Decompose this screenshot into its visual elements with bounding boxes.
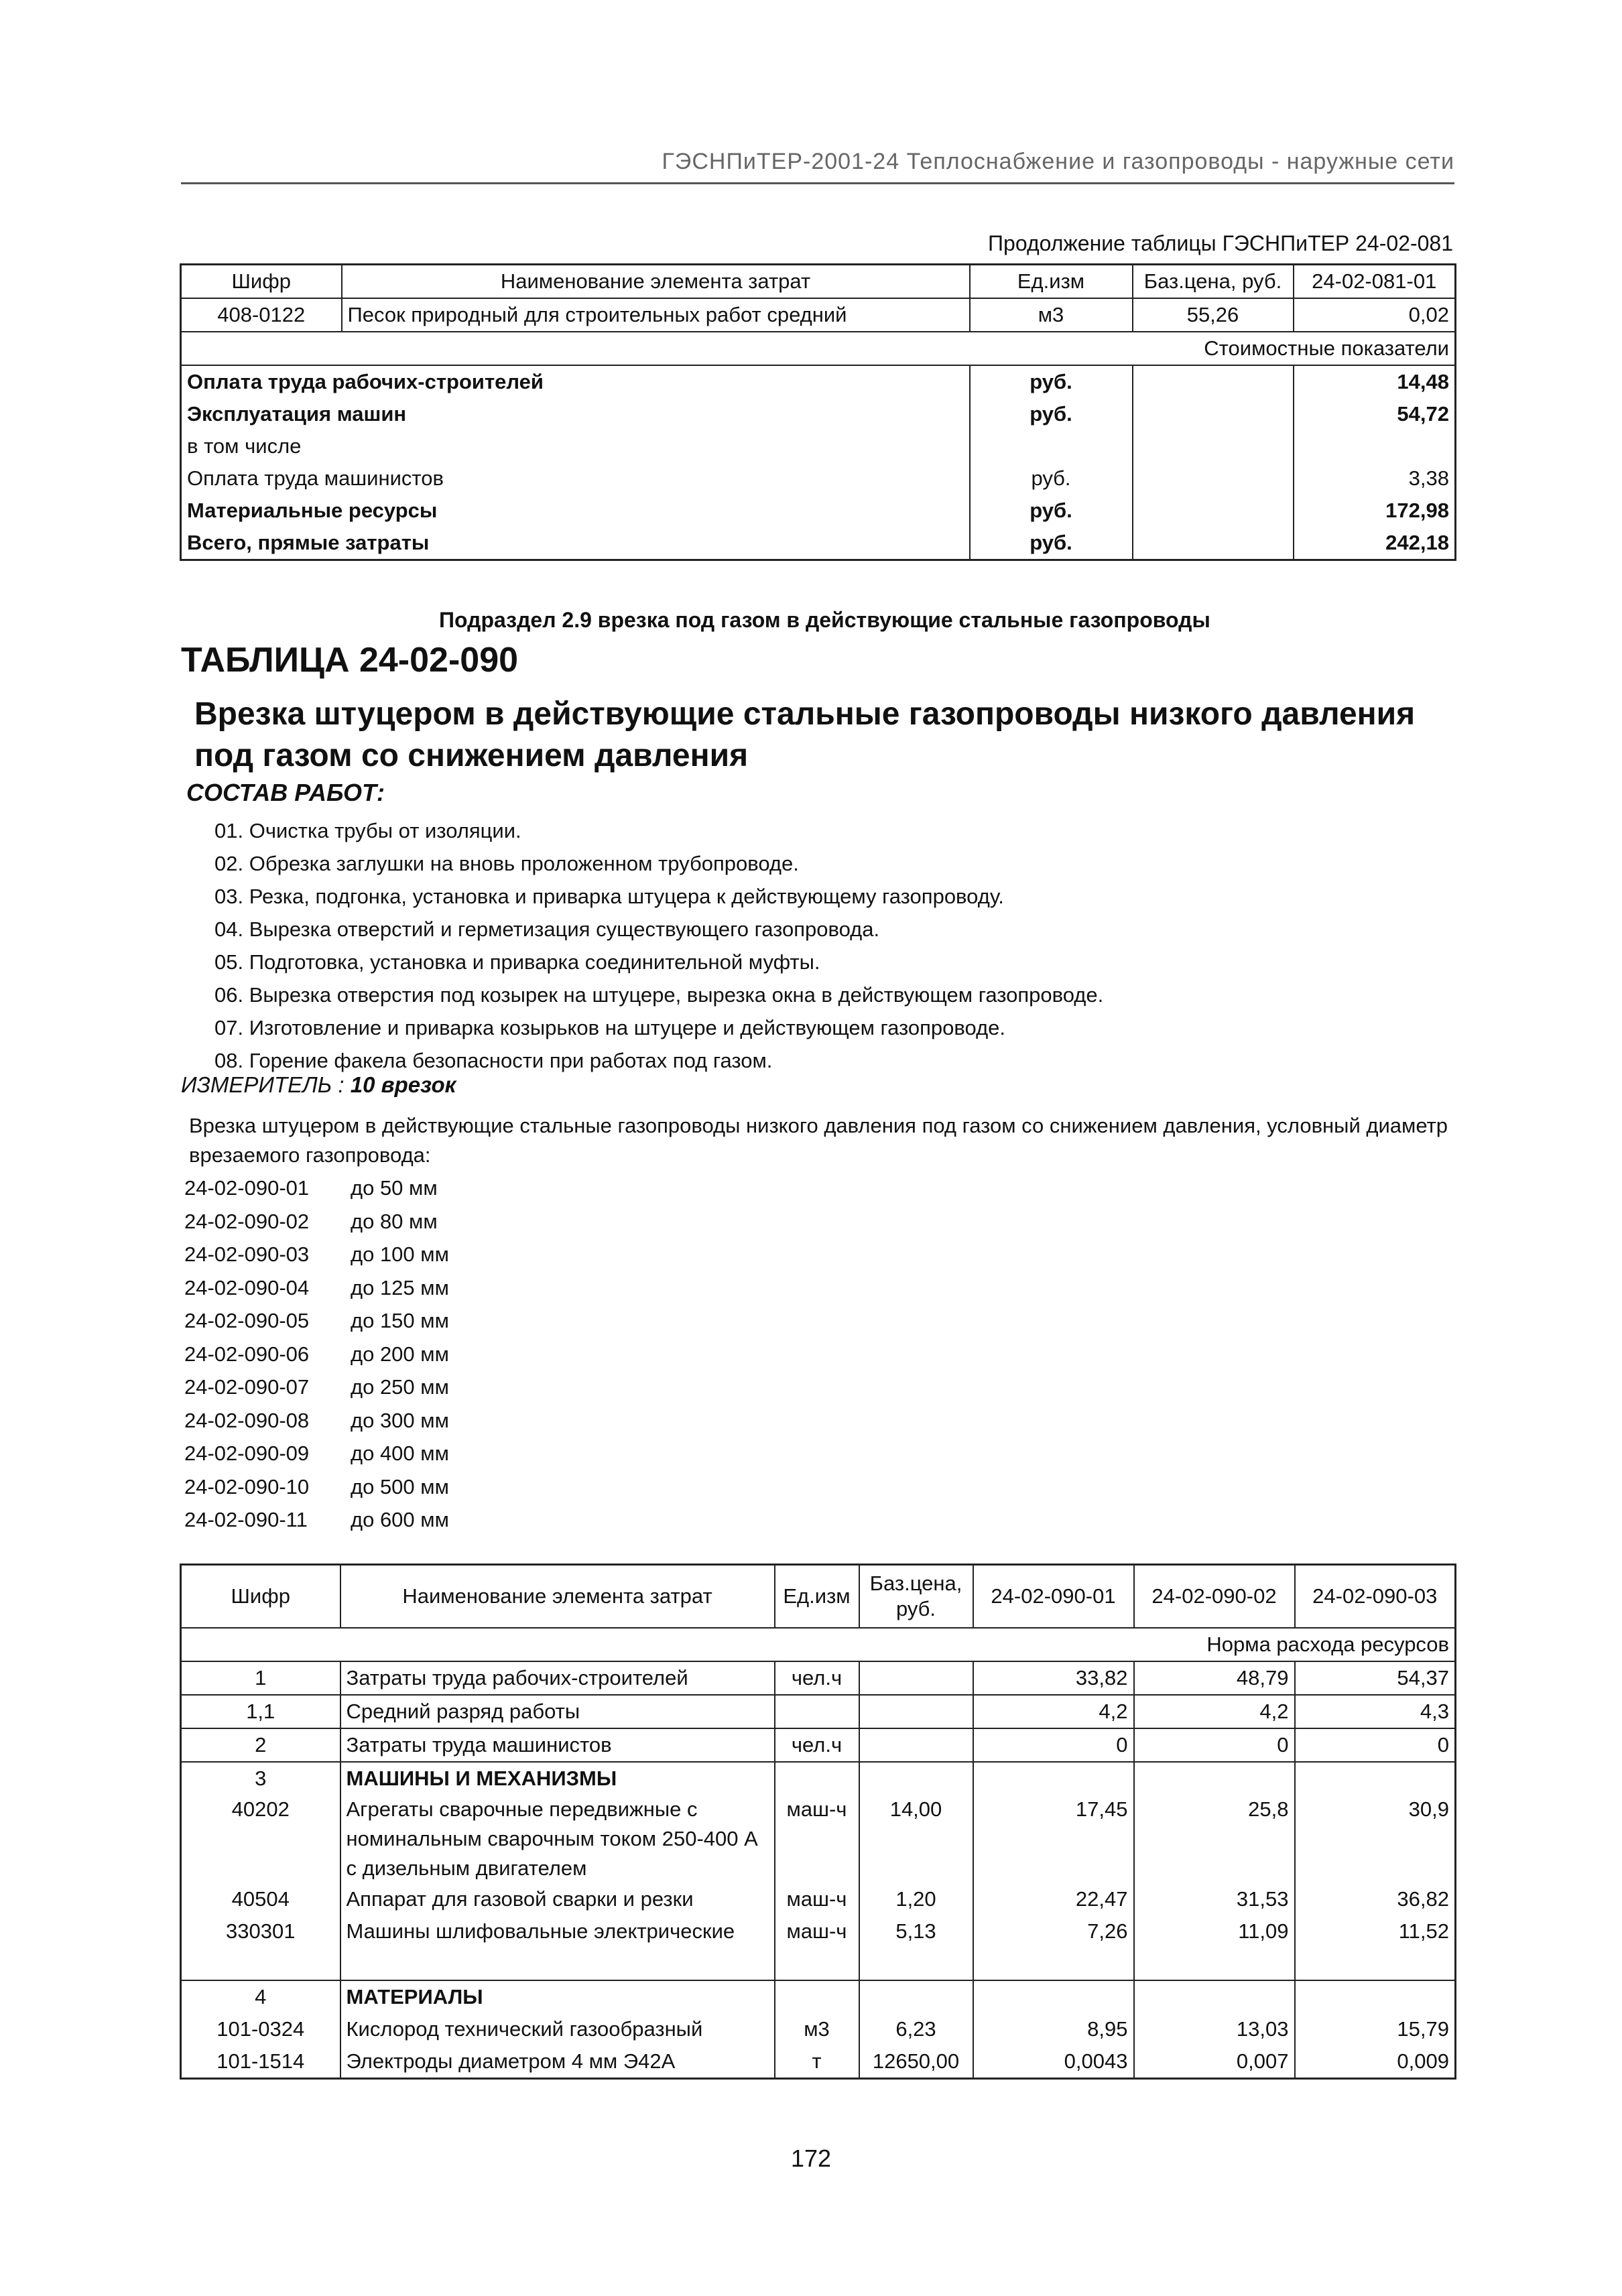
price-cell: 6,23	[859, 2013, 973, 2045]
table-row	[181, 1661, 1456, 1695]
price-cell: 1,20	[859, 1883, 973, 1915]
value-cell: 22,47	[973, 1883, 1134, 1915]
empty-cell	[1133, 495, 1294, 527]
value-cell: 0	[1134, 1728, 1295, 1762]
empty-cell	[181, 1948, 340, 1980]
table-header-row	[181, 265, 1456, 299]
code-cell: 1	[181, 1661, 340, 1695]
cost-name: Эксплуатация машин	[187, 402, 407, 426]
norm-label: Норма расхода ресурсов	[181, 1628, 1456, 1661]
code-cell: 1,1	[181, 1695, 340, 1728]
value-cell: 0	[1295, 1728, 1456, 1762]
unit-cell: м3	[775, 2013, 859, 2045]
table-row	[181, 1728, 1456, 1762]
header-cell: 24-02-081-01	[1294, 265, 1456, 299]
norm-label-row	[181, 1628, 1456, 1661]
variant-size: до 50 мм	[351, 1176, 438, 1200]
list-item	[184, 1304, 449, 1338]
table-row	[181, 430, 1456, 462]
variant-code: 24-02-090-03	[184, 1242, 310, 1266]
empty-cell	[1133, 527, 1294, 560]
value-cell: 0,0043	[973, 2045, 1134, 2079]
unit-cell: чел.ч	[775, 1661, 859, 1695]
unit-cell	[775, 1980, 859, 2013]
value-cell: 30,9	[1295, 1795, 1456, 1883]
cost-name: в том числе	[187, 434, 302, 458]
variant-code: 24-02-090-09	[184, 1442, 310, 1465]
value-cell: 15,79	[1295, 2013, 1456, 2045]
name-cell: Аппарат для газовой сварки и резки	[340, 1883, 775, 1915]
list-item	[184, 1404, 449, 1438]
empty-cell	[1133, 430, 1294, 462]
price-cell	[859, 1762, 973, 1795]
cost-value	[1294, 430, 1456, 462]
name-cell: Машины шлифовальные электрические	[340, 1915, 775, 1948]
name-cell: МАТЕРИАЛЫ	[340, 1980, 775, 2013]
value-cell: 25,8	[1134, 1795, 1295, 1883]
value-cell	[1134, 1980, 1295, 2013]
cost-value: 242,18	[1385, 531, 1449, 554]
value-cell: 8,95	[973, 2013, 1134, 2045]
variant-size: до 300 мм	[351, 1408, 449, 1432]
variant-code: 24-02-090-02	[184, 1209, 310, 1233]
table-row	[181, 1795, 1456, 1883]
works-label: СОСТАВ РАБОТ:	[186, 779, 385, 806]
variant-size: до 125 мм	[351, 1275, 449, 1299]
list-item: 05. Подготовка, установка и приварка соединительной муфты.	[214, 950, 820, 974]
code-cell: 330301	[181, 1915, 340, 1948]
value-cell: 54,37	[1295, 1661, 1456, 1695]
resource-table-24-02-090	[180, 1564, 1456, 2080]
value-cell: 0,02	[1294, 298, 1456, 332]
price-cell: 55,26	[1133, 298, 1294, 332]
value-cell: 11,52	[1295, 1915, 1456, 1948]
unit-cell: маш-ч	[775, 1795, 859, 1883]
cost-table-24-02-081	[180, 263, 1456, 561]
code-cell: 40202	[181, 1795, 340, 1883]
value-cell: 4,2	[1134, 1695, 1295, 1728]
empty-cell	[859, 1948, 973, 1980]
cost-unit: руб.	[970, 398, 1133, 430]
empty-cell	[775, 1948, 859, 1980]
unit-cell	[775, 1762, 859, 1795]
variant-code: 24-02-090-05	[184, 1309, 310, 1332]
variant-size: до 250 мм	[351, 1375, 449, 1399]
value-cell: 13,03	[1134, 2013, 1295, 2045]
cost-unit: руб.	[970, 527, 1133, 560]
table-row	[181, 1980, 1456, 2013]
value-cell: 31,53	[1134, 1883, 1295, 1915]
cost-unit: руб.	[970, 462, 1133, 495]
name-cell: Агрегаты сварочные передвижные с номинальным сварочным током 250-400 А с дизельным двигателем	[340, 1795, 775, 1883]
value-cell: 0	[973, 1728, 1134, 1762]
value-cell: 17,45	[973, 1795, 1134, 1883]
header-cell: Шифр	[181, 265, 342, 299]
header-cell: 24-02-090-02	[1134, 1565, 1295, 1629]
name-cell: Средний разряд работы	[340, 1695, 775, 1728]
value-cell	[973, 1762, 1134, 1795]
empty-cell	[1134, 1948, 1295, 1980]
unit-cell: чел.ч	[775, 1728, 859, 1762]
value-cell: 4,2	[973, 1695, 1134, 1728]
value-cell: 4,3	[1295, 1695, 1456, 1728]
header-cell: Шифр	[181, 1565, 340, 1629]
header-cell: Ед.изм	[775, 1565, 859, 1629]
table-header-row	[181, 1565, 1456, 1629]
table-row	[181, 1915, 1456, 1948]
price-cell	[859, 1695, 973, 1728]
price-cell	[859, 1980, 973, 2013]
price-cell: 12650,00	[859, 2045, 973, 2079]
header-cell: Наименование элемента затрат	[340, 1565, 775, 1629]
variant-code: 24-02-090-01	[184, 1176, 310, 1200]
list-item	[184, 1171, 449, 1205]
unit-cell: м3	[970, 298, 1133, 332]
variant-size: до 500 мм	[351, 1474, 449, 1498]
variant-size: до 80 мм	[351, 1209, 438, 1233]
table-heading: Врезка штуцером в действующие стальные газопроводы низкого давления под газом со снижением давления	[194, 696, 1416, 773]
description: Врезка штуцером в действующие стальные газопроводы низкого давления под газом со снижением давления, условный диаметр врезаемого газопровода:	[189, 1114, 1448, 1167]
empty-cell	[1133, 462, 1294, 495]
table-continuation-caption: Продолжение таблицы ГЭСНПиТЕР 24-02-081	[988, 231, 1453, 255]
list-item: 08. Горение факела безопасности при работах под газом.	[214, 1049, 773, 1072]
meter-label: ИЗМЕРИТЕЛЬ :	[181, 1072, 345, 1097]
price-cell	[859, 1661, 973, 1695]
cost-unit	[970, 430, 1133, 462]
unit-cell: т	[775, 2045, 859, 2079]
variant-size: до 600 мм	[351, 1508, 449, 1531]
cost-value: 172,98	[1385, 499, 1449, 522]
variant-code: 24-02-090-06	[184, 1342, 310, 1366]
code-cell: 40504	[181, 1883, 340, 1915]
list-item: 06. Вырезка отверстия под козырек на штуцере, вырезка окна в действующем газопроводе.	[214, 983, 1104, 1007]
name-cell: МАШИНЫ И МЕХАНИЗМЫ	[340, 1762, 775, 1795]
header-cell: Баз.цена, руб.	[1133, 265, 1294, 299]
name-cell: Затраты труда машинистов	[340, 1728, 775, 1762]
name-cell: Песок природный для строительных работ средний	[342, 298, 970, 332]
running-header: ГЭСНПиТЕР-2001-24 Теплоснабжение и газопроводы - наружные сети	[181, 141, 1454, 184]
empty-cell	[340, 1948, 775, 1980]
cost-name: Всего, прямые затраты	[187, 531, 430, 554]
table-row	[181, 1762, 1456, 1795]
page-number: 172	[790, 2145, 832, 2172]
code-cell: 101-0324	[181, 2013, 340, 2045]
unit-cell: маш-ч	[775, 1883, 859, 1915]
section-label: Стоимостные показатели	[181, 332, 1456, 365]
code-cell: 2	[181, 1728, 340, 1762]
list-item: 07. Изготовление и приварка козырьков на штуцере и действующем газопроводе.	[214, 1016, 1006, 1039]
name-cell: Электроды диаметром 4 мм Э42А	[340, 2045, 775, 2079]
variant-code: 24-02-090-11	[184, 1508, 308, 1531]
value-cell: 7,26	[973, 1915, 1134, 1948]
unit-cell	[775, 1695, 859, 1728]
list-item	[184, 1205, 449, 1238]
code-cell: 101-1514	[181, 2045, 340, 2079]
cost-unit: руб.	[970, 365, 1133, 398]
table-row	[181, 527, 1456, 560]
code-cell: 3	[181, 1762, 340, 1795]
value-cell: 33,82	[973, 1661, 1134, 1695]
header-cell: Баз.цена, руб.	[859, 1565, 973, 1629]
cost-unit: руб.	[970, 495, 1133, 527]
cost-name: Материальные ресурсы	[187, 499, 438, 522]
header-cell: 24-02-090-01	[973, 1565, 1134, 1629]
variant-code: 24-02-090-08	[184, 1408, 310, 1432]
variants-list	[184, 1171, 449, 1537]
name-cell: Кислород технический газообразный	[340, 2013, 775, 2045]
table-row	[181, 495, 1456, 527]
spacer-row	[181, 1948, 1456, 1980]
empty-cell	[1295, 1948, 1456, 1980]
variant-size: до 200 мм	[351, 1342, 449, 1366]
list-item	[184, 1470, 449, 1504]
variant-size: до 150 мм	[351, 1309, 449, 1332]
value-cell: 48,79	[1134, 1661, 1295, 1695]
variant-code: 24-02-090-07	[184, 1375, 310, 1399]
section-label-row	[181, 332, 1456, 365]
value-cell: 0,007	[1134, 2045, 1295, 2079]
table-row	[181, 1883, 1456, 1915]
value-cell	[973, 1980, 1134, 2013]
header-cell: 24-02-090-03	[1295, 1565, 1456, 1629]
variant-code: 24-02-090-10	[184, 1474, 310, 1498]
list-item	[184, 1370, 449, 1404]
table-row	[181, 1695, 1456, 1728]
meter-line	[181, 1072, 456, 1098]
list-item	[184, 1503, 449, 1537]
table-row	[181, 298, 1456, 332]
cost-value: 14,48	[1294, 365, 1456, 398]
value-cell: 11,09	[1134, 1915, 1295, 1948]
list-item	[184, 1338, 449, 1371]
variant-size: до 100 мм	[351, 1242, 449, 1266]
unit-cell: маш-ч	[775, 1915, 859, 1948]
list-item	[184, 1271, 449, 1305]
table-row	[181, 462, 1456, 495]
empty-cell	[973, 1948, 1134, 1980]
header-cell: Ед.изм	[970, 265, 1133, 299]
name-cell: Затраты труда рабочих-строителей	[340, 1661, 775, 1695]
list-item	[184, 1238, 449, 1271]
list-item	[184, 1437, 449, 1470]
table-row	[181, 2013, 1456, 2045]
empty-cell	[1133, 365, 1294, 398]
value-cell	[1295, 1762, 1456, 1795]
list-item: 03. Резка, подгонка, установка и приварка штуцера к действующему газопроводу.	[214, 885, 1004, 908]
code-cell: 4	[181, 1980, 340, 2013]
list-item: 01. Очистка трубы от изоляции.	[214, 819, 521, 842]
header-cell: Наименование элемента затрат	[342, 265, 970, 299]
value-cell: 0,009	[1295, 2045, 1456, 2079]
price-cell: 5,13	[859, 1915, 973, 1948]
subsection-title: Подраздел 2.9 врезка под газом в действующие стальные газопроводы	[439, 608, 1210, 632]
cost-name: Оплата труда машинистов	[187, 466, 444, 490]
variant-size: до 400 мм	[351, 1442, 449, 1465]
meter-value: 10 врезок	[350, 1072, 456, 1097]
code-cell: 408-0122	[181, 298, 342, 332]
empty-cell	[1133, 398, 1294, 430]
cost-name: Оплата труда рабочих-строителей	[181, 365, 970, 398]
variant-code: 24-02-090-04	[184, 1275, 310, 1299]
table-title: ТАБЛИЦА 24-02-090	[181, 641, 519, 680]
cost-value: 54,72	[1397, 402, 1449, 426]
list-item: 04. Вырезка отверстий и герметизация существующего газопровода.	[214, 917, 880, 941]
table-row	[181, 398, 1456, 430]
price-cell: 14,00	[859, 1795, 973, 1883]
list-item: 02. Обрезка заглушки на вновь проложенном трубопроводе.	[214, 852, 799, 875]
table-row	[181, 365, 1456, 398]
value-cell	[1295, 1980, 1456, 2013]
works-list	[214, 814, 1103, 1077]
value-cell	[1134, 1762, 1295, 1795]
table-row	[181, 2045, 1456, 2079]
cost-value: 3,38	[1408, 466, 1449, 490]
value-cell: 36,82	[1295, 1883, 1456, 1915]
price-cell	[859, 1728, 973, 1762]
